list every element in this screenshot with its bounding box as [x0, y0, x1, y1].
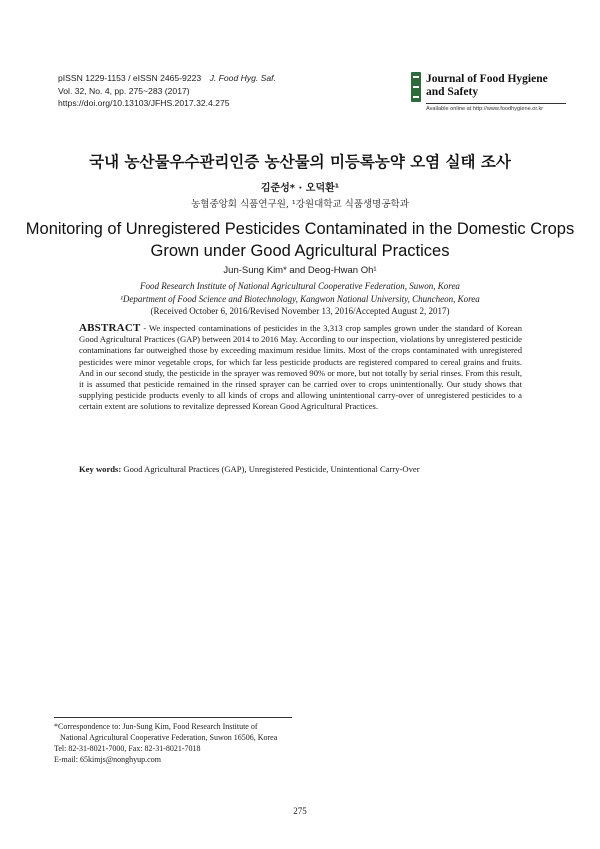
abstract-heading: ABSTRACT — [79, 322, 141, 334]
volume-line: Vol. 32, No. 4, pp. 275~283 (2017) — [58, 85, 190, 96]
correspondence-footnote — [54, 721, 304, 765]
english-affiliations — [0, 280, 600, 318]
page-number: 275 — [293, 806, 307, 816]
doi-link[interactable]: https://doi.org/10.13103/JFHS.2017.32.4.275 — [58, 98, 230, 108]
english-title-line2: Grown under Good Agricultural Practices — [150, 242, 450, 260]
journal-logo-icon — [410, 72, 422, 102]
abstract-text: - We inspected contaminations of pesticides in the 3,313 crop samples grown under the standard of Korean Good Agricultural Practices (GAP) between 2014 to 2016 May. According to our inspection, violations by unregistered pesticide contaminations far outweighed those by exceeding maximum residue limits. Most of the crops contaminated with unregistered pesticides were minor vegetable crops, for which far less pesticide products are registered compared to cereal grains and fruits. And in our second study, the pesticide in the sprayer was removed 90% or more, but not totally by serial rinses. From this result, it is assumed that pesticide remained in the rinsed sprayer can be carried over to crops unintentionally. Our study shows that supplying pesticide products evenly to all kinds of crops and allowing unintentional carry-over of unregistered pesticides to a certain extent are solutions to revitalize depressed Korean Good Agricultural Practices. — [79, 323, 522, 412]
korean-affiliation: 농협중앙회 식품연구원, ¹강원대학교 식품생명공학과 — [191, 199, 409, 210]
affiliation-1: Food Research Institute of National Agricultural Cooperative Federation, Suwon, Korea — [140, 281, 460, 291]
footnote-email[interactable]: E-mail: 65kimjs@nonghyup.com — [54, 755, 161, 764]
journal-abbrev: J. Food Hyg. Saf. — [209, 73, 276, 83]
english-title — [20, 218, 580, 262]
article-meta — [58, 72, 276, 110]
received-dates: (Received October 6, 2016/Revised November 13, 2016/Accepted August 2, 2017) — [150, 306, 450, 316]
journal-name — [426, 73, 548, 99]
english-title-line1: Monitoring of Unregistered Pesticides Contaminated in the Domestic Crops — [25, 220, 575, 238]
english-authors: Jun-Sung Kim* and Deog-Hwan Oh¹ — [223, 265, 377, 276]
journal-name-line2: and Safety — [426, 86, 479, 98]
keywords-text: Good Agricultural Practices (GAP), Unregistered Pesticide, Unintentional Carry-Over — [121, 464, 420, 474]
issn: pISSN 1229-1153 / eISSN 2465-9223 — [58, 73, 202, 83]
footnote-line1: *Correspondence to: Jun-Sung Kim, Food Research Institute of — [54, 722, 258, 731]
korean-title: 국내 농산물우수관리인증 농산물의 미등록농약 오염 실태 조사 — [89, 153, 511, 171]
footnote-line3: Tel: 82-31-8021-7000, Fax: 82-31-8021-7018 — [54, 744, 201, 753]
keywords-label: Key words: — [79, 464, 122, 474]
issn-line — [58, 72, 276, 85]
journal-url[interactable]: Available online at http://www.foodhygiene.or.kr — [426, 106, 544, 112]
journal-divider — [426, 103, 566, 104]
korean-authors: 김준성* · 오덕환¹ — [260, 183, 340, 194]
footnote-line2: National Agricultural Cooperative Federation, Suwon 16506, Korea — [60, 733, 278, 742]
footnote-divider — [54, 717, 292, 718]
affiliation-2: ¹Department of Food Science and Biotechnology, Kangwon National University, Chuncheon, Korea — [120, 293, 480, 304]
abstract — [79, 323, 522, 413]
keywords — [79, 464, 522, 474]
journal-name-line1: Journal of Food Hygiene — [426, 73, 548, 85]
